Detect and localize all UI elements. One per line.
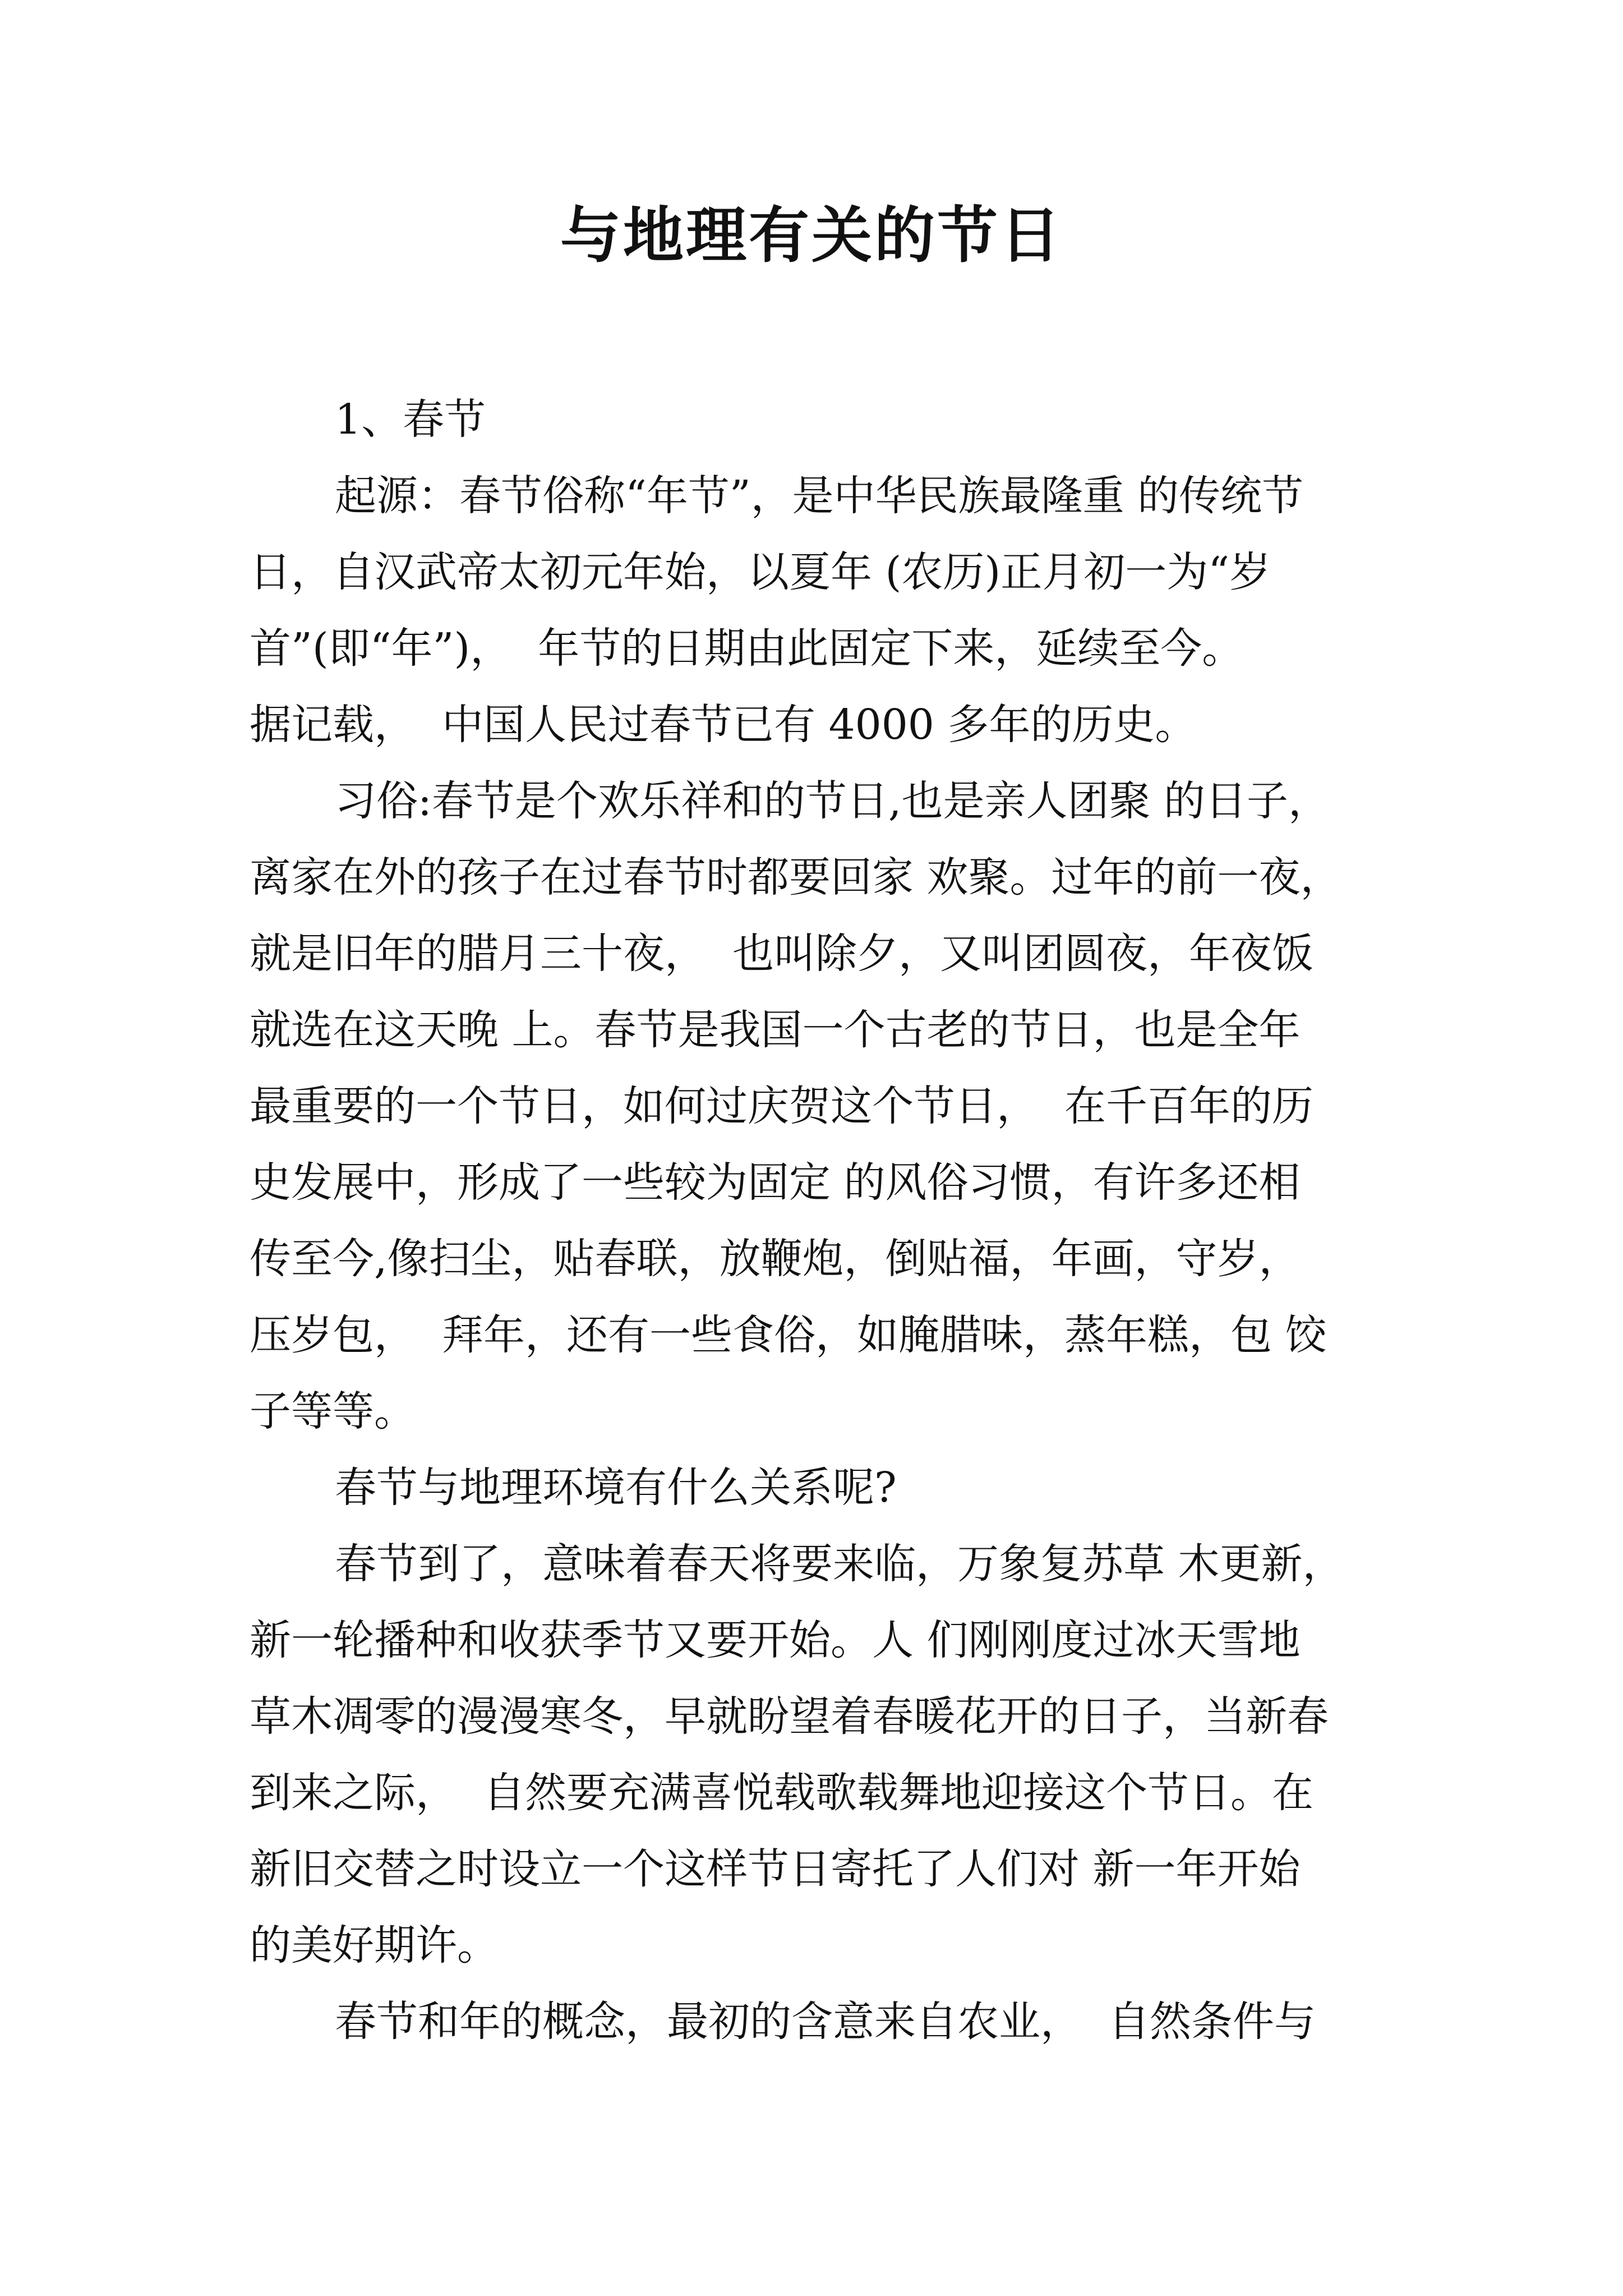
page-title: 与地理有关的节日 bbox=[560, 200, 1063, 271]
text-line: 就选在这天晚 上。春节是我国一个古老的节日，也是全年 bbox=[250, 1006, 1301, 1054]
text-line: 首”(即“年”)， 年节的日期由此固定下来，延续至今。 bbox=[250, 624, 1244, 673]
text-line: 最重要的一个节日，如何过庆贺这个节日， 在千百年的历 bbox=[250, 1082, 1314, 1130]
text-line: 起源：春节俗称“年节”，是中华民族最隆重 的传统节 bbox=[335, 472, 1304, 520]
text-line: 春节与地理环境有什么关系呢? bbox=[335, 1464, 897, 1512]
text-line: 据记载， 中国人民过春节已有 4000 多年的历史。 bbox=[250, 701, 1197, 749]
text-line: 新旧交替之时设立一个这样节日寄托了人们对 新一年开始 bbox=[250, 1845, 1301, 1893]
text-line: 子等等。 bbox=[250, 1387, 416, 1435]
text-line: 离家在外的孩子在过春节时都要回家 欢聚。过年的前一夜， bbox=[250, 853, 1342, 901]
text-line: 日，自汉武帝太初元年始，以夏年 (农历)正月初一为“岁 bbox=[250, 548, 1271, 596]
text-line: 传至今,像扫尘，贴春联，放鞭炮，倒贴福，年画，守岁， bbox=[250, 1235, 1301, 1283]
text-line: 史发展中，形成了一些较为固定 的风俗习惯，有许多还相 bbox=[250, 1158, 1301, 1207]
text-line: 到来之际， 自然要充满喜悦载歌载舞地迎接这个节日。在 bbox=[250, 1769, 1314, 1817]
text-line: 压岁包， 拜年，还有一些食俗，如腌腊味，蒸年糕，包 饺 bbox=[250, 1311, 1327, 1359]
text-line: 1、春节 bbox=[335, 395, 486, 444]
text-line: 春节和年的概念，最初的含意来自农业， 自然条件与 bbox=[335, 1998, 1316, 2046]
document-body bbox=[250, 381, 1377, 2060]
text-line: 新一轮播种和收获季节又要开始。人 们刚刚度过冰天雪地 bbox=[250, 1616, 1301, 1664]
text-line: 就是旧年的腊月三十夜， 也叫除夕，又叫团圆夜，年夜饭 bbox=[250, 930, 1314, 978]
text-line: 习俗:春节是个欢乐祥和的节日,也是亲人团聚 的日子， bbox=[335, 777, 1330, 825]
text-line: 的美好期许。 bbox=[250, 1921, 499, 1970]
text-line: 春节到了，意味着春天将要来临，万象复苏草 木更新， bbox=[335, 1540, 1344, 1588]
text-line: 草木凋零的漫漫寒冬，早就盼望着春暖花开的日子，当新春 bbox=[250, 1692, 1329, 1741]
